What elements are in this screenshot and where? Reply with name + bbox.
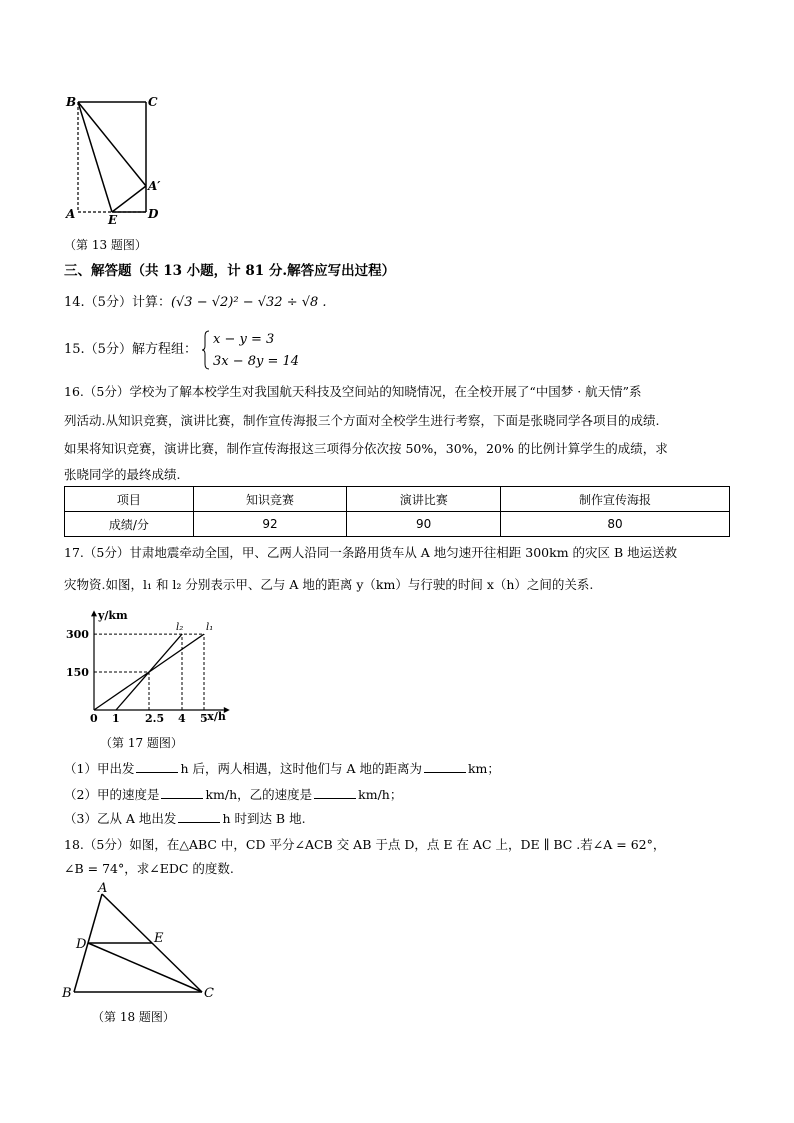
table-cell: 成绩/分 <box>65 512 194 537</box>
figure-13 <box>60 90 170 230</box>
y-tick-label: 150 <box>66 666 89 680</box>
q14-expression: (√3 − √2)² − √32 ÷ √8 . <box>170 295 327 310</box>
fig18-label-a: A <box>98 881 108 896</box>
table-header: 知识竞赛 <box>193 487 347 512</box>
table-row <box>65 512 730 537</box>
fig18-caption: （第 18 题图） <box>92 1010 175 1024</box>
q15-equation-2: 3x − 8y = 14 <box>213 354 300 369</box>
q17-sub-2 <box>64 786 402 804</box>
q17-line-2: 灾物资.如图，l₁ 和 l₂ 分别表示甲、乙与 A 地的距离 y（km）与行驶的时间 x（h）之间的关系. <box>64 577 594 592</box>
answer-blank[interactable] <box>161 786 203 799</box>
answer-blank[interactable] <box>136 760 178 773</box>
q17-sub2-b: km/h，乙的速度是 <box>205 787 313 802</box>
q17-sub1-b: h 后，两人相遇，这时他们与 A 地的距离为 <box>180 761 422 776</box>
fig13-label-d: D <box>148 207 159 221</box>
fig13-label-e: E <box>108 213 118 227</box>
answer-blank[interactable] <box>314 786 356 799</box>
fig13-label-a: A <box>66 207 76 221</box>
figure-17-chart <box>60 610 240 728</box>
x-tick-label: 2.5 <box>145 712 165 725</box>
fig18-label-c: C <box>204 986 214 1001</box>
q17-line-1: 17.（5分）甘肃地震牵动全国，甲、乙两人沿同一条路用货车从 A 地匀速开往相距 300km 的灾区 B 地运送救 <box>64 545 678 560</box>
table-header-row <box>65 487 730 512</box>
y-axis-label: y/km <box>98 610 128 622</box>
q16-line-2: 列活动.从知识竞赛，演讲比赛，制作宣传海报三个方面对全校学生进行考察，下面是张晓同学各项目的成绩. <box>64 413 660 428</box>
q17-sub-1 <box>64 760 500 778</box>
fig18-label-d: D <box>76 937 87 952</box>
q17-sub1-c: km； <box>467 761 500 776</box>
q16-line-3: 如果将知识竞赛，演讲比赛，制作宣传海报这三项得分依次按 50%，30%，20% 的比例计算学生的成绩，求 <box>64 441 668 456</box>
table-header: 制作宣传海报 <box>501 487 730 512</box>
series-label: l₂ <box>176 622 184 634</box>
table-cell: 92 <box>193 512 347 537</box>
y-axis-arrow <box>91 610 97 616</box>
q15-brace <box>202 330 210 370</box>
q17-sub2-c: km/h； <box>358 787 403 802</box>
q17-sub2-a: （2）甲的速度是 <box>64 787 160 802</box>
question-14 <box>64 294 327 312</box>
table-header: 项目 <box>65 487 194 512</box>
series-label: l₁ <box>206 622 214 634</box>
q18-line-1: 18.（5分）如图，在△ABC 中，CD 平分∠ACB 交 AB 于点 D，点 E 在 AC 上，DE ∥ BC .若∠A = 62°， <box>64 837 666 852</box>
table-cell: 90 <box>347 512 501 537</box>
x-tick-label: 5 <box>200 712 208 725</box>
table-header: 演讲比赛 <box>347 487 501 512</box>
q15-prefix: 15.（5分）解方程组： <box>64 342 197 357</box>
table-cell: 80 <box>501 512 730 537</box>
x-axis-label: x/h <box>207 710 226 723</box>
x-tick-label: 1 <box>112 712 120 725</box>
q17-sub3-b: h 时到达 B 地. <box>222 811 306 826</box>
fig13-label-c: C <box>148 95 158 109</box>
answer-blank[interactable] <box>424 760 466 773</box>
q16-line-4: 张晓同学的最终成绩. <box>64 467 181 482</box>
q18-line-2: ∠B = 74°，求∠EDC 的度数. <box>64 861 234 876</box>
q17-sub3-a: （3）乙从 A 地出发 <box>64 811 177 826</box>
x-tick-label: 4 <box>178 712 186 725</box>
y-tick-label: 300 <box>66 628 89 642</box>
figure-18 <box>60 880 230 1005</box>
fig18-label-e: E <box>154 931 164 946</box>
section-title: 三、解答题（共 13 小题，计 81 分.解答应写出过程） <box>64 263 396 279</box>
fig13-caption: （第 13 题图） <box>64 238 147 252</box>
q16-line-1: 16.（5分）学校为了解本校学生对我国航天科技及空间站的知晓情况，在全校开展了“中国梦 · 航天情”系 <box>64 384 642 399</box>
fig18-label-b: B <box>62 986 72 1001</box>
x-tick-label: 0 <box>90 712 98 725</box>
q16-score-table <box>64 486 730 537</box>
fig13-label-b: B <box>66 95 77 109</box>
q14-prefix: 14.（5分）计算： <box>64 295 171 310</box>
q15-equation-1: x − y = 3 <box>213 332 275 347</box>
fig13-label-a-prime: A′ <box>148 179 161 193</box>
q17-sub1-a: （1）甲出发 <box>64 761 135 776</box>
fig17-caption: （第 17 题图） <box>100 736 183 750</box>
q17-sub-3 <box>64 810 306 828</box>
answer-blank[interactable] <box>178 810 220 823</box>
